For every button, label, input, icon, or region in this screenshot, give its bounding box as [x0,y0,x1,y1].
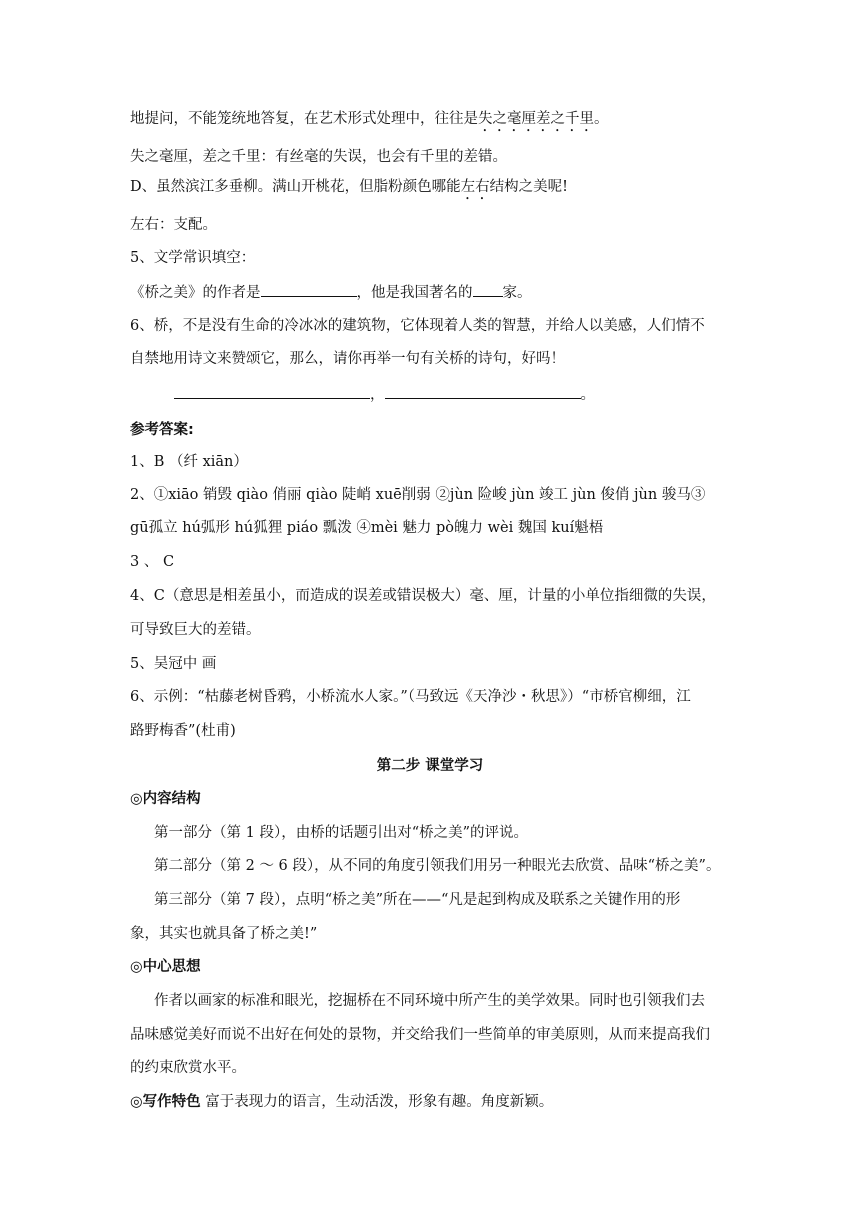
q5-text-pre: 《桥之美》的作者是 [130,285,261,301]
q4-explanation: 失之毫厘，差之千里：有丝毫的失误，也会有千里的差错。 [130,149,507,165]
answer-1: 1、B （纤 xiān） [130,454,248,470]
q6-blank-2[interactable] [385,384,581,399]
structure-part3-line2: 象，其实也就具备了桥之美!” [130,926,318,942]
theme-line2: 品味感觉美好而说不出好在何处的景物，并交给我们一些简单的审美原则，从而来提高我们 [130,1027,710,1043]
q5-blank-author[interactable] [261,282,357,297]
answer-5: 5、吴冠中 画 [130,656,217,672]
answer-4-line1: 4、C（意思是相差虽小，而造成的误差或错误极大）毫、厘，计量的小单位指细微的失误， [130,588,716,604]
q4-line1-text: 地提问，不能笼统地答复，在艺术形式处理中，往往是 [130,111,478,127]
q4-option-d [130,177,568,203]
q4-option-d-end: 结构之美呢! [489,179,568,195]
section-title-step2: 第二步 课堂学习 [376,758,484,774]
structure-part1: 第一部分（第 1 段），由桥的话题引出对“桥之美”的评说。 [154,825,529,841]
answer-4-line2: 可导致巨大的差错。 [130,622,261,638]
theme-line3: 的约束欣赏水平。 [130,1060,246,1076]
theme-line1: 作者以画家的标准和眼光，挖掘桥在不同环境中所产生的美学效果。同时也引领我们去 [154,993,705,1009]
theme-heading: ◎中心思想 [130,959,201,975]
q4-text-line1 [130,109,609,135]
features-text: 富于表现力的语言，生动活泼，形象有趣。角度新颖。 [200,1094,554,1110]
q4-option-d-text: D、虽然滨江多垂柳。满山开桃花，但脂粉颜色哪能 [130,179,461,195]
q5-title: 5、文学常识填空： [130,250,256,266]
q6-separator: ， [370,387,385,403]
answer-6-line2: 路野梅香”(杜甫) [130,723,236,739]
q5-text-post: 家。 [502,285,532,301]
q4-line1-end: 。 [594,111,609,127]
answers-heading: 参考答案: [130,422,194,438]
features-line [130,1092,553,1112]
q4-emphasized-idiom: 失之毫厘差之千里 [478,111,594,127]
structure-part3-line1: 第三部分（第 7 段），点明“桥之美”所在——“凡是起到构成及联系之关键作用的形 [154,892,681,908]
q6-end-mark: 。 [580,387,595,403]
q4-option-d-note: 左右：支配。 [130,217,217,233]
q6-blank-1[interactable] [174,384,370,399]
structure-heading: ◎内容结构 [130,791,201,807]
answer-3: 3 、 C [130,554,175,570]
answer-6-line1: 6、示例：“枯藤老树昏鸦，小桥流水人家。”（马致远《天净沙・秋思》）“市桥官柳细，江 [130,689,691,705]
q6-line2: 自禁地用诗文来赞颂它，那么，请你再举一句有关桥的诗句，好吗！ [130,351,565,367]
q5-fill-line [130,282,532,303]
answer-2-line2: gū孤立 hú弧形 hú狐狸 piáo 瓢泼 ④mèi 魅力 pò魄力 wèi 魏国 kuí魁梧 [130,520,604,536]
q5-text-mid: ，他是我国著名的 [356,285,473,301]
q6-answer-line [174,384,595,405]
q4-option-d-emphasized: 左右 [460,179,490,195]
q5-blank-profession[interactable] [473,282,503,297]
features-heading: ◎写作特色 [130,1094,201,1110]
structure-part2: 第二部分（第 2 ～ 6 段），从不同的角度引领我们用另一种眼光去欣赏、品味“桥之美”。 [154,858,721,874]
answer-2-line1: 2、①xiāo 销毁 qiào 俏丽 qiào 陡峭 xuē削弱 ②jùn 险峻 jùn 竣工 jùn 俊俏 jùn 骏马③ [130,487,706,503]
q6-line1: 6、桥，不是没有生命的冷冰冰的建筑物，它体现着人类的智慧，并给人以美感，人们情不 [130,318,705,334]
